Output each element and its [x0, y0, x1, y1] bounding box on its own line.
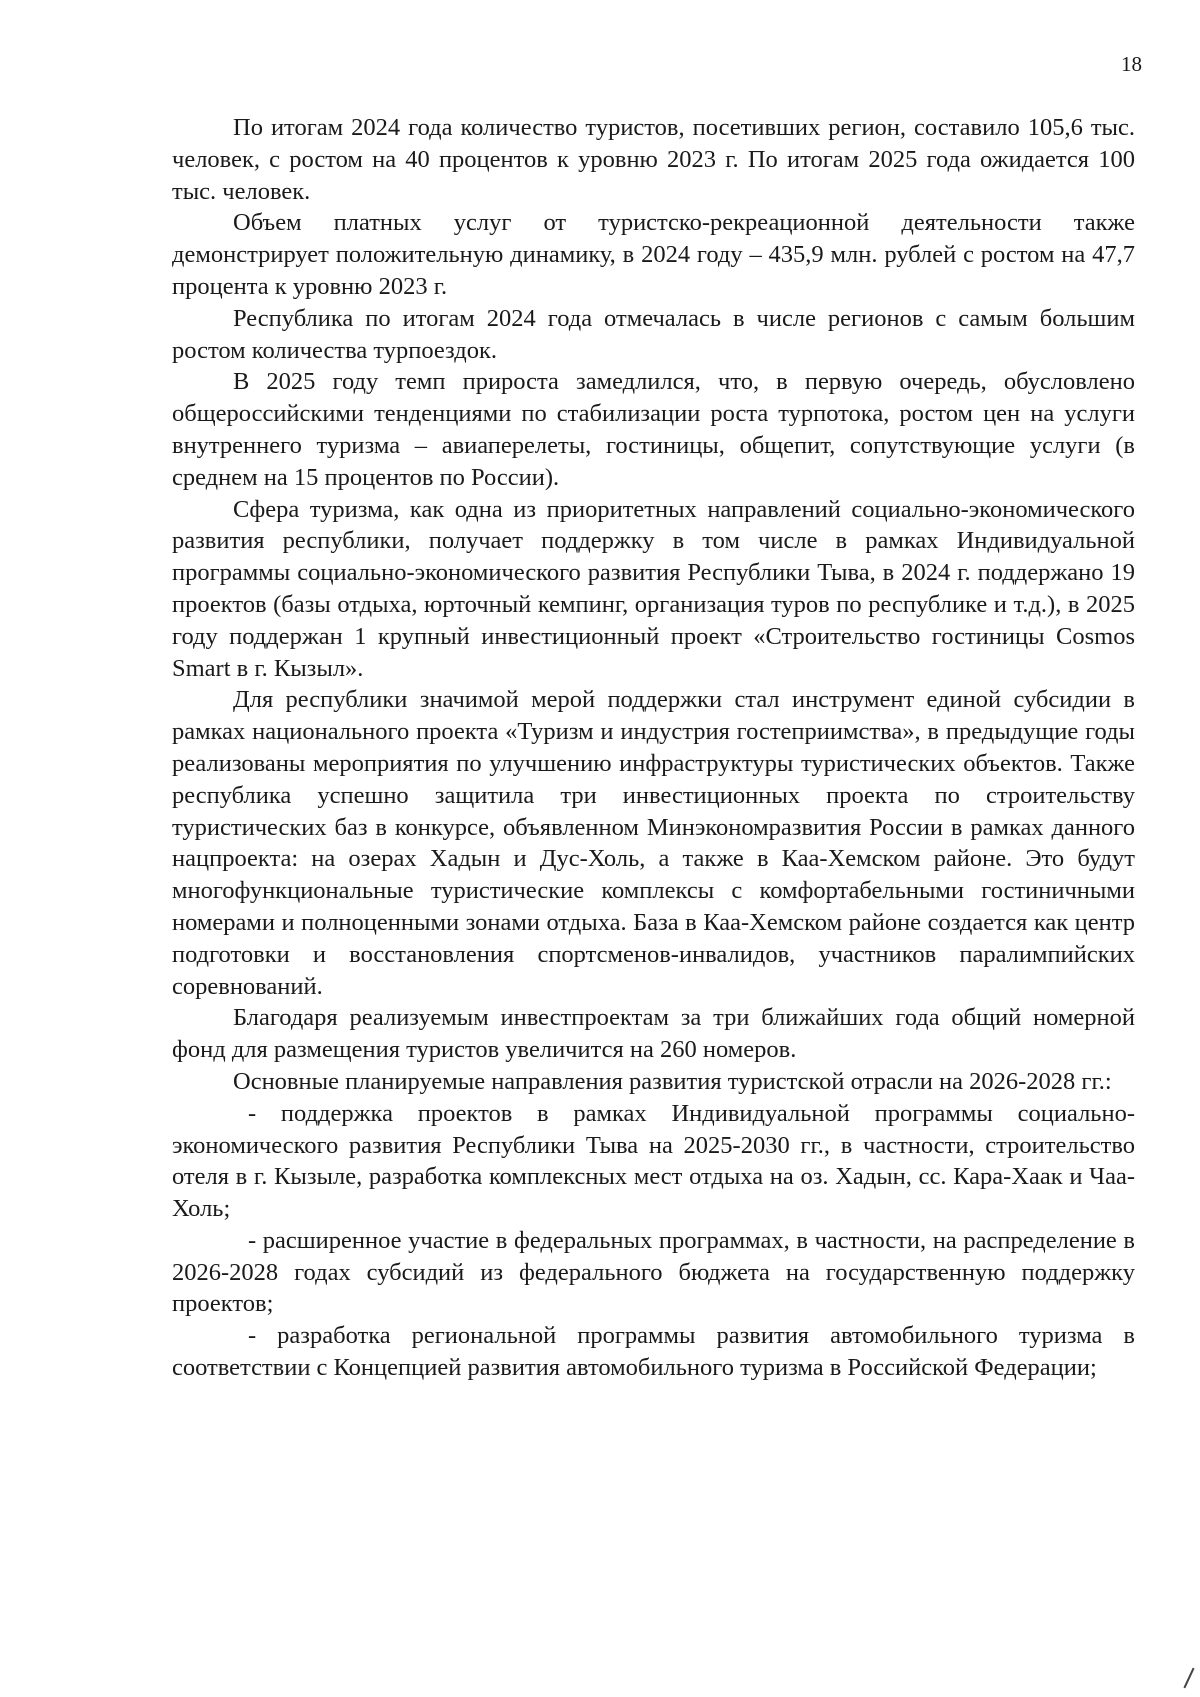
- paragraph-paid-services: Объем платных услуг от туристско-рекреационной деятельности также демонстрирует положительную динамику, в 2024 году – 435,9 млн. рублей с ростом на 47,7 процента к уровню 2023 г.: [172, 209, 1135, 300]
- paragraph-region-ranking: Республика по итогам 2024 года отмечалась в числе регионов с самым большим ростом количества турпоездок.: [172, 304, 1135, 364]
- list-item-auto-tourism: - разработка региональной программы развития автомобильного туризма в соответствии с Концепцией развития автомобильного туризма в Российской Федерации;: [172, 1322, 1135, 1382]
- paragraph-directions-intro: Основные планируемые направления развития туристской отрасли на 2026-2028 гг.:: [233, 1067, 1112, 1095]
- scan-margin-mark: [1183, 1668, 1194, 1689]
- list-item-federal-programs: - расширенное участие в федеральных программах, в частности, на распределение в 2026-2028 годах субсидий из федерального бюджета на государственную поддержку проектов;: [172, 1226, 1135, 1318]
- list-item-individual-program: - поддержка проектов в рамках Индивидуальной программы социально-экономического развития Республики Тыва на 2025-2030 гг., в частности, строительство отеля в г. Кызыле, разработка комплексных мест отдыха на оз. Хадын, сс. Кара-Хаак и Чаа-Холь;: [172, 1099, 1135, 1223]
- document-body: [172, 112, 1135, 1384]
- paragraph-growth-slowdown: В 2025 году темп прироста замедлился, что, в первую очередь, обусловлено общероссийскими тенденциями по стабилизации роста турпотока, ростом цен на услуги внутреннего туризма – авиаперелеты, гостиницы, общепит, сопутствующие услуги (в среднем на 15 процентов по России).: [172, 368, 1135, 491]
- page-number: 18: [1121, 52, 1142, 76]
- paragraph-national-project: Для республики значимой мерой поддержки стал инструмент единой субсидии в рамках национального проекта «Туризм и индустрия гостеприимства», в предыдущие годы реализованы мероприятия по улучшению инфраструктуры туристических объектов. Также республика успешно защитила три инвестиционных проекта по строительству туристических баз в конкурсе, объявленном Минэкономразвития России в рамках данного нацпроекта: на озерах Хадын и Дус-Холь, а также в Каа-Хемском районе. Это будут многофункциональные туристические комплексы с комфортабельными гостиничными номерами и полноценными зонами отдыха. База в Каа-Хемском районе создается как центр подготовки и восстановления спортсменов-инвалидов, участников паралимпийских соревнований.: [172, 686, 1135, 1000]
- paragraph-room-fund: Благодаря реализуемым инвестпроектам за три ближайших года общий номерной фонд для размещения туристов увеличится на 260 номеров.: [172, 1004, 1135, 1064]
- paragraph-tourist-count: По итогам 2024 года количество туристов, посетивших регион, составило 105,6 тыс. человек, с ростом на 40 процентов к уровню 2023 г. По итогам 2025 года ожидается 100 тыс. человек.: [172, 114, 1135, 205]
- paragraph-tourism-support: Сфера туризма, как одна из приоритетных направлений социально-экономического развития республики, получает поддержку в том числе в рамках Индивидуальной программы социально-экономического развития Республики Тыва, в 2024 г. поддержано 19 проектов (базы отдыха, юрточный кемпинг, организация туров по республике и т.д.), в 2025 году поддержан 1 крупный инвестиционный проект «Строительство гостиницы Cosmos Smart в г. Кызыл».: [172, 495, 1135, 682]
